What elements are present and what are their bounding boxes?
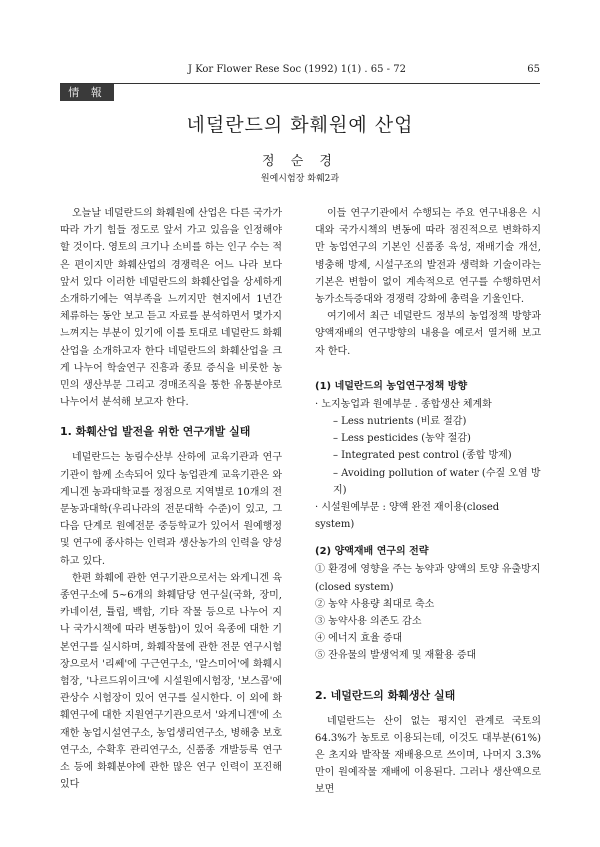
list-item: – Avoiding pollution of water (수질 오염 방지): [333, 467, 541, 496]
list-item: ① 환경에 영향을 주는 농약과 양액의 토양 유출방지(closed system): [315, 564, 541, 593]
header-rule: [60, 83, 540, 84]
list-item: ⑤ 잔유물의 발생억제 및 재활용 증대: [315, 650, 477, 662]
subsection-1-heading: (1) 네덜란드의 농업연구정책 방향: [315, 380, 468, 392]
section-1-paragraph-2: 한편 화훼에 관한 연구기관으로서는 와게니겐 육종연구소에 5~6개의 화훼담당 연구실(국화, 장미, 카네이션, 튤립, 백합, 기타 작물 등으로 나누어 지나 국가시책에 따라 변동함)이 있어 육종에 대한 기본연구를 실시하며, 화훼작물에 관한 전문 연구시험장으로서 '리쎄'에 구근연구소, '알스미어'에 화훼시험장, '나르드위이크'에 시설원예시험장, '보스콥'에 관상수 시험장이 있어 연구를 실시한다. 이 외에 화훼연구에 대한 지원연구기관으로서 '와게니겐'에 소재한 농업시설연구소, 농업생리연구소, 병해충 보호연구소, 수확후 관리연구소, 신품종 개발등록 연구소 등에 화훼분야에 관한 많은 연구 인력이 포진해 있다: [60, 572, 282, 791]
list-item: ② 농약 사용량 최대로 축소: [315, 598, 435, 610]
subsection-2-heading: (2) 양액재배 연구의 전략: [315, 546, 429, 558]
list-item: – Integrated pest control (종합 방제): [333, 450, 512, 462]
policy-list: [315, 396, 541, 534]
left-column: [60, 205, 282, 794]
category-badge: 情 報: [60, 84, 114, 101]
intro-paragraph: 오늘날 네덜란드의 화훼원예 산업은 다른 국가가 따라 가기 힘들 정도로 앞서 가고 있음을 인정해야 할 것이다. 영토의 크기나 소비를 하는 인구 수는 적은 편이지만 화훼산업의 경쟁력은 어느 나라 보다 앞서 있다 이러한 네덜란드의 화훼산업을 상세하게 소개하기에는 역부족을 느끼지만 현지에서 1년간 체류하는 동안 보고 듣고 자료를 분석하면서 몇가지 느껴지는 부분이 있기에 이를 토대로 네덜란드 화훼산업을 소개하고자 한다 네덜란드의 화훼산업을 크게 나누어 학술연구 진흥과 종묘 증식을 비롯한 농민의 생산부문 그리고 경매조직을 통한 유통분야로 나누어서 분석해 보고자 한다.: [60, 208, 282, 409]
author-affiliation: 원예시험장 화훼2과: [260, 174, 340, 184]
right-paragraph-2: 여기에서 최근 네덜란드 정부의 농업정책 방향과 양액재배의 연구방향의 내용을 예로서 열거해 보고자 한다.: [315, 311, 541, 357]
section-2-heading: 2. 네덜란드의 화훼생산 실태: [315, 688, 456, 702]
journal-citation: J Kor Flower Rese Soc (1992) 1(1) . 65 - 72: [188, 64, 406, 75]
section-1-heading: 1. 화훼산업 발전을 위한 연구개발 실태: [60, 425, 251, 439]
page-number: 65: [527, 64, 540, 75]
strategy-list: [315, 561, 541, 664]
list-item: – Less pesticides (농약 절감): [333, 433, 471, 445]
running-header: [170, 63, 540, 77]
right-paragraph-1: 이들 연구기관에서 수행되는 주요 연구내용은 시대와 국가시책의 변동에 따라 점진적으로 변화하지만 농업연구의 기본인 신품종 육성, 재배기술 개선, 병충해 방제, 시설구조의 발전과 생력화 기술이라는 기본은 변함이 없이 계속적으로 연구를 수행하면서 농가소득증대와 경쟁력 강화에 총력을 기울인다.: [315, 208, 541, 306]
list-item: ③ 농약사용 의존도 감소: [315, 616, 422, 628]
list-item: · 노지농업과 원예부문 . 종합생산 체계화: [315, 398, 492, 410]
section-2-paragraph-1: 네덜란드는 산이 없는 평지인 관계로 국토의 64.3%가 농토로 이용되는데, 이것도 대부분(61%)은 초지와 밭작물 재배용으로 쓰이며, 나머지 3.3%만이 원예작물 재배에 이용된다. 그러나 생산액으로 보면: [315, 715, 541, 796]
author-name: 정 순 경: [262, 154, 338, 169]
list-item: – Less nutrients (비료 절감): [333, 416, 467, 428]
right-column: [315, 205, 541, 799]
section-1-paragraph-1: 네덜란드는 농림수산부 산하에 교육기관과 연구기관이 함께 소속되어 있다 농업관계 교육기관은 와게니겐 농과대학교를 정점으로 지역별로 10개의 전문농과대학(우리나라의 전문대학 수준)이 있고, 그 다음 단계로 원예전문 중등학교가 있어서 원예행정 및 연구에 종사하는 인력과 생산농가의 인력을 양성하고 있다.: [60, 452, 282, 567]
article-title: 네덜란드의 화훼원예 산업: [186, 114, 414, 136]
list-item: ④ 에너지 효율 증대: [315, 633, 403, 645]
list-item: · 시설원예부문 : 양액 완전 재이용(closed system): [315, 502, 500, 531]
